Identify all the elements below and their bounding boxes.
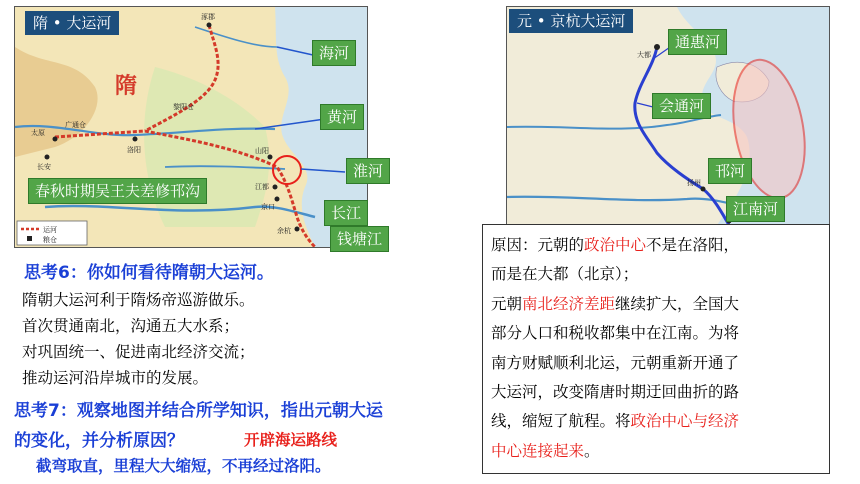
think6-answer-4: 推动运河沿岸城市的发展。 — [22, 369, 209, 387]
svg-text:山阳: 山阳 — [255, 147, 269, 155]
think7-red-answer: 开辟海运路线 — [244, 430, 338, 449]
think7-question-line1: 思考7：观察地图并结合所学知识，指出元朝大运 — [14, 401, 383, 421]
svg-text:黎阳仓: 黎阳仓 — [173, 103, 194, 111]
think7-blue-answer: 截弯取直，里程大大缩短，不再经过洛阳。 — [36, 456, 331, 475]
reason-line-4: 部分人口和税收都集中在江南。为将 — [491, 324, 740, 343]
think6-answer-2: 首次贯通南北，沟通五大水系； — [22, 317, 240, 335]
svg-text:粮仓: 粮仓 — [43, 236, 57, 244]
svg-text:太原: 太原 — [31, 129, 45, 137]
svg-text:洛阳: 洛阳 — [127, 146, 141, 154]
svg-text:涿郡: 涿郡 — [201, 13, 215, 21]
svg-text:扬州: 扬州 — [687, 179, 701, 187]
huitong-label: 会通河 — [652, 93, 711, 119]
svg-text:长安: 长安 — [37, 163, 51, 171]
svg-text:广通仓: 广通仓 — [65, 121, 86, 129]
reason-box — [482, 224, 830, 474]
political-center-highlight: 政治中心 — [584, 236, 647, 254]
svg-text:大都: 大都 — [637, 51, 651, 59]
huaihe-label: 淮河 — [346, 158, 390, 184]
svg-text:京口: 京口 — [261, 203, 275, 211]
qiantangjiang-label: 钱塘江 — [330, 226, 389, 252]
svg-text:运河: 运河 — [43, 226, 57, 234]
think6-question: 思考6：你如何看待隋朝大运河。 — [24, 263, 274, 283]
reason-line-2: 而是在大都（北京）； — [491, 265, 639, 284]
think6-answer-1: 隋朝大运河利于隋炀帝巡游做乐。 — [22, 291, 255, 309]
economic-gap-highlight: 南北经济差距 — [522, 294, 616, 313]
reason-line-8: 中心连接起来。 — [491, 441, 600, 460]
svg-text:江都: 江都 — [255, 183, 269, 191]
connect-highlight-1: 政治中心与经济 — [630, 412, 740, 431]
yuan-map-title: 元 • 京杭大运河 — [509, 9, 633, 33]
reason-line-5: 南方财赋顺利北运，元朝重新开通了 — [491, 353, 740, 372]
changjiang-label: 长江 — [324, 200, 368, 226]
think6-answer-3: 对巩固统一、促进南北经济交流； — [22, 343, 255, 361]
jiangnan-label: 江南河 — [726, 196, 785, 222]
wu-fu-chai-label: 春秋时期吴王夫差修邗沟 — [28, 178, 207, 204]
huanghe-label: 黄河 — [320, 104, 364, 130]
hai-river-line — [195, 27, 277, 47]
reason-line-1: 原因：元朝的政治中心不是在洛阳， — [491, 236, 740, 254]
sui-region-label: 隋 — [115, 74, 138, 99]
haihe-label: 海河 — [312, 40, 356, 66]
think7-question-line2: 的变化，并分析原因？ — [14, 431, 184, 451]
connect-highlight-2: 中心连接起来 — [491, 441, 585, 460]
sui-map-title: 隋 • 大运河 — [25, 11, 119, 35]
hanhe-label: 邗河 — [708, 158, 752, 184]
tonghui-label: 通惠河 — [668, 29, 727, 55]
reason-line-3: 元朝南北经济差距继续扩大，全国大 — [491, 294, 740, 313]
reason-line-6: 大运河，改变隋唐时期迂回曲折的路 — [491, 383, 740, 402]
svg-text:余杭: 余杭 — [277, 227, 291, 235]
reason-line-7: 线，缩短了航程。将政治中心与经济 — [491, 412, 740, 431]
